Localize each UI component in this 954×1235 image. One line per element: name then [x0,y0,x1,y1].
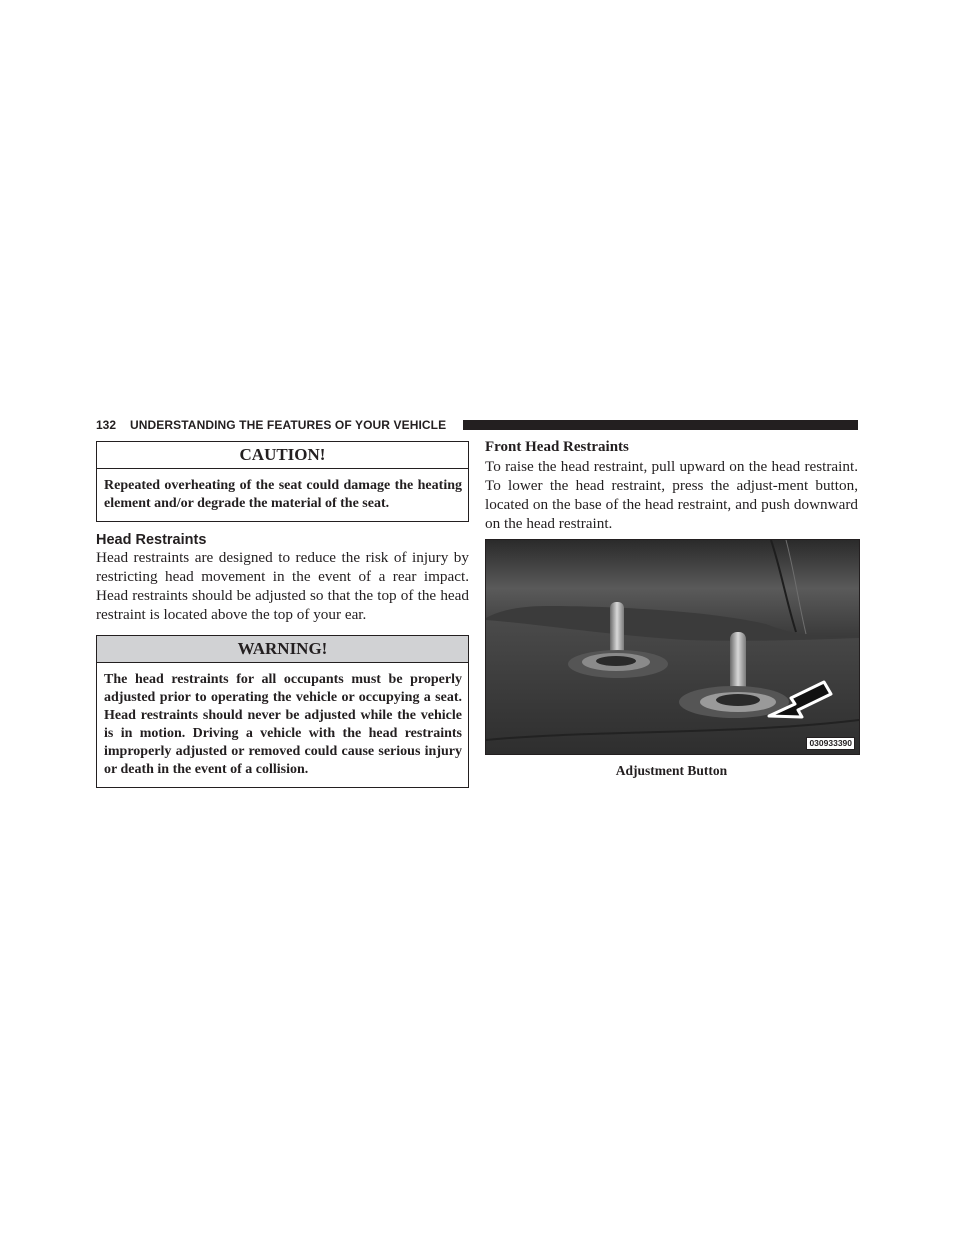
warning-title: WARNING! [97,636,468,663]
warning-box [96,635,469,788]
left-column [96,441,469,788]
head-restraints-section [96,532,469,624]
caution-box [96,441,469,522]
page-header [96,416,858,434]
front-head-restraints-heading: Front Head Restraints [485,439,629,455]
caution-title: CAUTION! [97,442,468,469]
right-column [485,438,858,779]
head-restraints-heading: Head Restraints [96,532,207,548]
front-head-restraints-text: To raise the head restraint, pull upward on the head restraint. To lower the head restraint, press the adjust-ment button, located on the base of the head restraint, and push downward on the head restraint. [485,458,858,532]
section-title: UNDERSTANDING THE FEATURES OF YOUR VEHICLE [130,418,447,432]
page-number: 132 [96,418,117,432]
figure-caption: Adjustment Button [615,763,728,778]
caution-text: Repeated overheating of the seat could damage the heating element and/or degrade the material of the seat. [104,478,462,511]
warning-text: The head restraints for all occupants must be properly adjusted prior to operating the vehicle or occupying a seat. Head restraints should never be adjusted while the vehicle is in motion. Driving a vehicle with the head restraints improperly adjusted or removed could cause serious injury or death in the event of a collision. [104,672,462,777]
figure-code: 030933390 [806,737,855,750]
adjustment-button-figure [485,539,860,755]
head-restraints-text: Head restraints are designed to reduce the risk of injury by restricting head movement in the event of a rear impact. Head restraints should be adjusted so that the top of the head restraint is located above the top of your ear. [96,549,469,623]
head-restraint-illustration [486,540,859,754]
header-rule [463,420,858,430]
